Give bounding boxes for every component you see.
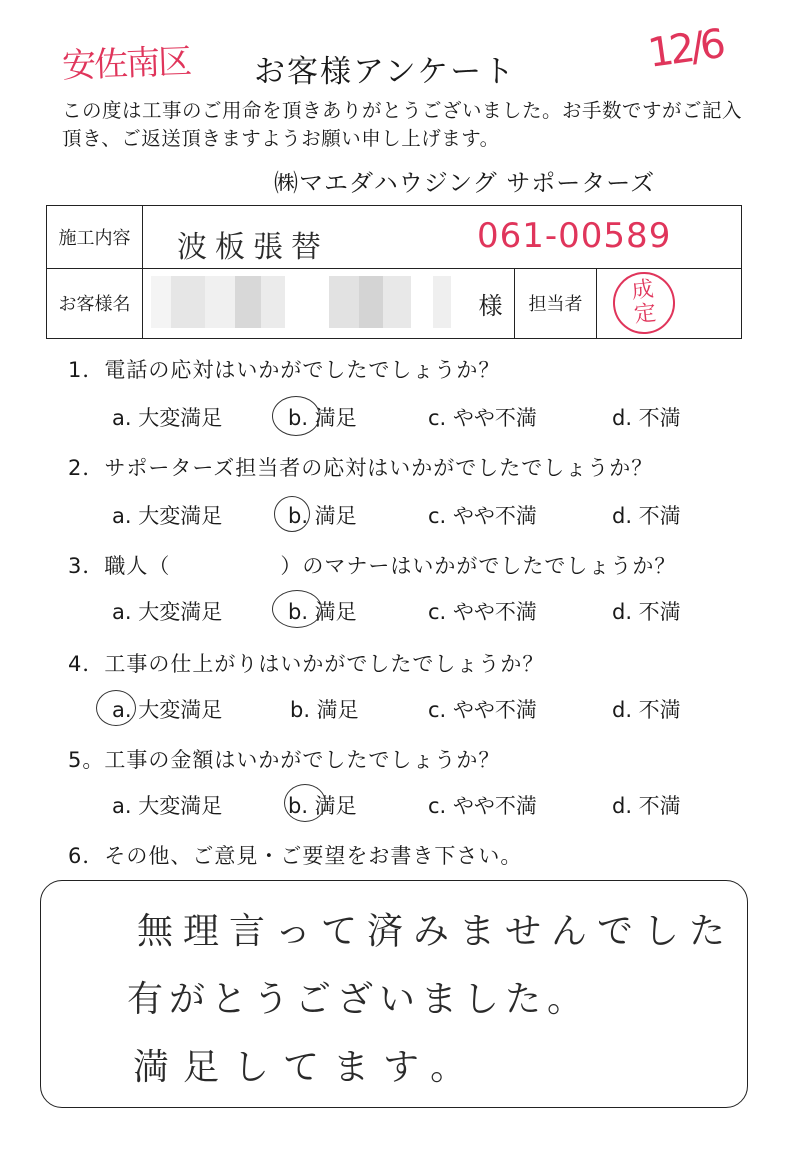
work-content-value: 波板張替 [177, 230, 329, 265]
q2-selection-circle [274, 496, 310, 532]
q5-selection-circle [284, 784, 326, 822]
comment-line-3: 満足してます。 [133, 1047, 481, 1088]
honorific-sama: 様 [467, 268, 515, 338]
staff-label: 担当者 [515, 268, 597, 338]
work-content-label: 施工内容 [47, 206, 143, 268]
company-name: ㈱マエダハウジング サポーターズ [274, 169, 656, 197]
q1-selection-circle [272, 396, 320, 436]
info-table [46, 205, 742, 339]
q4-selection-circle [96, 690, 136, 726]
date-handwritten-note: 12/6 [645, 21, 725, 77]
q1-option-d[interactable]: d. 不満 [612, 406, 681, 430]
q3-selection-circle [272, 590, 322, 628]
customer-name-label: お客様名 [47, 268, 143, 338]
form-title: お客様アンケート [254, 54, 517, 90]
q4-option-c[interactable]: c. やや不満 [428, 698, 537, 722]
question-2: 2．サポーターズ担当者の応対はいかがでしたでしょうか？ [68, 456, 654, 480]
question-6: 6．その他、ご意見・ご要望をお書き下さい。 [68, 844, 523, 868]
q2-option-d[interactable]: d. 不満 [612, 504, 681, 528]
q2-option-c[interactable]: c. やや不満 [428, 504, 537, 528]
q4-option-a[interactable]: a. 大変満足 [112, 698, 223, 722]
intro-text: この度は工事のご用命を頂きありがとうございました。お手数ですがご記入頂き、ご返送頂きますようお願い申し上げます。 [62, 99, 743, 150]
q5-option-b[interactable]: b. 満足 [288, 794, 357, 818]
q1-option-b[interactable]: b. 満足 [288, 406, 357, 430]
question-1: 1．電話の応対はいかがでしたでしょうか？ [68, 358, 501, 382]
question-4: 4．工事の仕上がりはいかがでしたでしょうか？ [68, 652, 545, 676]
q3-option-d[interactable]: d. 不満 [612, 600, 681, 624]
q2-option-b[interactable]: b. 満足 [288, 504, 357, 528]
question-3: 3．職人（ ）のマナーはいかがでしたでしょうか？ [68, 554, 677, 578]
q2-option-a[interactable]: a. 大変満足 [112, 504, 223, 528]
order-code: 061-00589 [477, 216, 672, 256]
q1-option-c[interactable]: c. やや不満 [428, 406, 537, 430]
comment-line-2: 有がとうございました。 [127, 979, 590, 1020]
q5-option-a[interactable]: a. 大変満足 [112, 794, 223, 818]
customer-name-redacted [151, 276, 451, 328]
q1-option-a[interactable]: a. 大変満足 [112, 406, 223, 430]
staff-seal-stamp [610, 269, 678, 337]
q3-option-c[interactable]: c. やや不満 [428, 600, 537, 624]
q4-option-b[interactable]: b. 満足 [290, 698, 359, 722]
q5-option-c[interactable]: c. やや不満 [428, 794, 537, 818]
question-5: 5。工事の金額はいかがでしたでしょうか？ [68, 748, 501, 772]
seal-char-1: 成 [630, 276, 655, 305]
comment-line-1: 無理言って済みませんでした [137, 911, 736, 952]
table-row-divider [47, 268, 741, 269]
comment-box[interactable] [40, 880, 748, 1108]
q5-option-d[interactable]: d. 不満 [612, 794, 681, 818]
q4-option-d[interactable]: d. 不満 [612, 698, 681, 722]
q3-option-a[interactable]: a. 大変満足 [112, 600, 223, 624]
q3-option-b[interactable]: b. 満足 [288, 600, 357, 624]
office-handwritten-note: 安佐南区 [61, 41, 191, 87]
seal-char-2: 定 [632, 300, 658, 329]
